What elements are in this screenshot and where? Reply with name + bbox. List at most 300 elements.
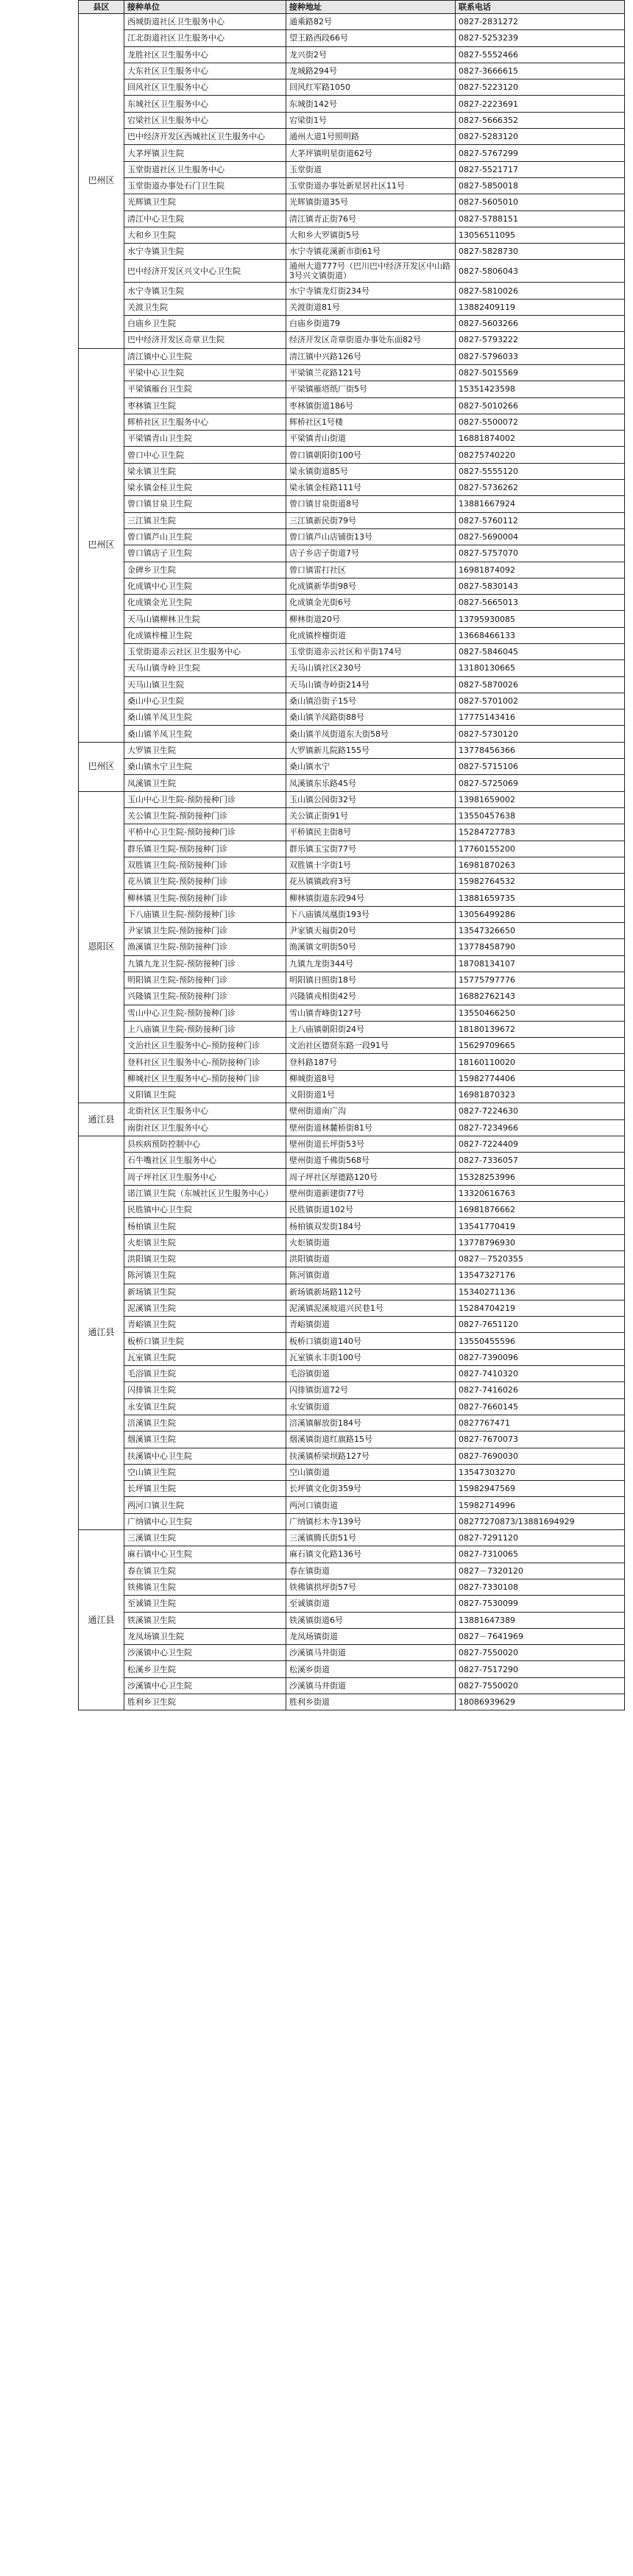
unit-cell: 瓦室镇卫生院 <box>124 1349 286 1365</box>
phone-cell: 13778458790 <box>456 939 625 955</box>
address-cell: 龙城路294号 <box>286 63 456 79</box>
table-row <box>79 414 625 430</box>
phone-cell: 13550455596 <box>456 1333 625 1349</box>
unit-cell: 玉堂街道办事处石门卫生院 <box>124 177 286 194</box>
phone-cell: 13778796930 <box>456 1234 625 1250</box>
address-cell: 上八庙镇朝阳街24号 <box>286 1021 456 1037</box>
unit-cell: 板桥口镇卫生院 <box>124 1333 286 1349</box>
table-body <box>79 14 625 1710</box>
table-row <box>79 1087 625 1103</box>
unit-cell: 凤溪镇卫生院 <box>124 775 286 791</box>
table-row <box>79 1070 625 1086</box>
phone-cell: 0827-5715106 <box>456 759 625 775</box>
address-cell: 下八庙镇凤凰街193号 <box>286 906 456 922</box>
table-row <box>79 1119 625 1136</box>
phone-cell: 15982947569 <box>456 1481 625 1497</box>
table-row <box>79 1284 625 1300</box>
address-cell: 闪排镇街道72号 <box>286 1382 456 1398</box>
phone-cell: 13882409119 <box>456 299 625 315</box>
address-cell: 广纳镇杉木寺139号 <box>286 1513 456 1529</box>
address-cell: 清江镇中兴路126号 <box>286 348 456 364</box>
phone-cell: 0827-5555120 <box>456 463 625 479</box>
table-row <box>79 63 625 79</box>
table-row <box>79 79 625 96</box>
phone-cell: 13547327176 <box>456 1267 625 1284</box>
table-row <box>79 1333 625 1349</box>
table-row <box>79 528 625 545</box>
phone-cell: 13056499286 <box>456 906 625 922</box>
address-cell: 松溪乡街道 <box>286 1661 456 1677</box>
unit-cell: 玉山中心卫生院-预防接种门诊 <box>124 791 286 807</box>
unit-cell: 玉堂街道赤云社区卫生服务中心 <box>124 643 286 659</box>
phone-cell: 0827-7390096 <box>456 1349 625 1365</box>
table-row <box>79 595 625 611</box>
address-cell: 天马山镇社区230号 <box>286 660 456 676</box>
address-cell: 春在镇街道 <box>286 1563 456 1579</box>
phone-cell: 0827-5015569 <box>456 364 625 381</box>
address-cell: 梁永镇金桂路111号 <box>286 480 456 496</box>
table-row <box>79 260 625 283</box>
unit-cell: 水宁寺镇卫生院 <box>124 244 286 260</box>
phone-cell: 0827-5500072 <box>456 414 625 430</box>
address-cell: 光辉镇街道35号 <box>286 194 456 210</box>
phone-cell: 13981659002 <box>456 791 625 807</box>
unit-cell: 桑山镇羊凤卫生院 <box>124 710 286 726</box>
address-cell: 火炬镇街道 <box>286 1234 456 1250</box>
table-row <box>79 397 625 414</box>
phone-cell: 0827-7530099 <box>456 1596 625 1612</box>
table-row <box>79 299 625 315</box>
unit-cell: 尹家镇卫生院-预防接种门诊 <box>124 923 286 939</box>
address-cell: 壁州街道林麓桥街81号 <box>286 1119 456 1136</box>
phone-cell: 0827-5736262 <box>456 480 625 496</box>
phone-cell: 13795930085 <box>456 611 625 627</box>
unit-cell: 空山镇卫生院 <box>124 1464 286 1480</box>
unit-cell: 大和乡卫生院 <box>124 227 286 243</box>
unit-cell: 关渡卫生院 <box>124 299 286 315</box>
unit-cell: 两河口镇卫生院 <box>124 1497 286 1513</box>
table-row <box>79 1415 625 1431</box>
unit-cell: 闪排镇卫生院 <box>124 1382 286 1398</box>
unit-cell: 明阳镇卫生院-预防接种门诊 <box>124 972 286 988</box>
address-cell: 平梁镇雁塔纸厂街5号 <box>286 381 456 397</box>
address-cell: 文治社区德贤东路一段91号 <box>286 1038 456 1054</box>
table-row <box>79 496 625 512</box>
table-row <box>79 1169 625 1185</box>
address-cell: 桑山镇羊凤街道东大街58号 <box>286 726 456 742</box>
table-header-row <box>79 1 625 14</box>
address-cell: 白庙乡街道79 <box>286 316 456 332</box>
unit-cell: 三江镇卫生院 <box>124 512 286 528</box>
table-row <box>79 742 625 758</box>
table-row <box>79 890 625 906</box>
address-cell: 板桥口镇街道140号 <box>286 1333 456 1349</box>
table-row <box>79 46 625 63</box>
address-cell: 水宁寺镇龙灯街234号 <box>286 283 456 299</box>
unit-cell: 化成镇中心卫生院 <box>124 578 286 594</box>
unit-cell: 沙溪镇中心卫生院 <box>124 1645 286 1661</box>
address-cell: 壁州街道千佛街568号 <box>286 1153 456 1169</box>
address-cell: 辉桥社区1号楼 <box>286 414 456 430</box>
address-cell: 尹家镇天福街20号 <box>286 923 456 939</box>
unit-cell: 平桥中心卫生院-预防接种门诊 <box>124 824 286 841</box>
phone-cell: 0827767471 <box>456 1415 625 1431</box>
table-row <box>79 939 625 955</box>
table-row <box>79 283 625 299</box>
phone-cell: 15629709665 <box>456 1038 625 1054</box>
header-county: 县区 <box>79 1 124 14</box>
unit-cell: 梁永镇金桂卫生院 <box>124 480 286 496</box>
address-cell: 铁佛镇拱坪街57号 <box>286 1579 456 1595</box>
table-row <box>79 874 625 890</box>
address-cell: 龙凤场镇街道 <box>286 1628 456 1644</box>
unit-cell: 洪阳镇卫生院 <box>124 1250 286 1267</box>
table-row <box>79 512 625 528</box>
unit-cell: 松溪乡卫生院 <box>124 1661 286 1677</box>
table-row <box>79 227 625 243</box>
table-row <box>79 676 625 693</box>
unit-cell: 天马山镇卫生院 <box>124 676 286 693</box>
county-cell: 巴州区 <box>79 14 124 349</box>
phone-cell: 0827-7310065 <box>456 1546 625 1563</box>
table-row <box>79 627 625 643</box>
phone-cell: 0827-7291120 <box>456 1530 625 1546</box>
phone-cell: 0827-5767299 <box>456 145 625 161</box>
address-cell: 瓦室镇永丰街100号 <box>286 1349 456 1365</box>
unit-cell: 巴中经济开发区兴文中心卫生院 <box>124 260 286 283</box>
unit-cell: 广纳镇中心卫生院 <box>124 1513 286 1529</box>
unit-cell: 义阳镇卫生院 <box>124 1087 286 1103</box>
table-row <box>79 1382 625 1398</box>
table-row <box>79 129 625 145</box>
county-cell: 巴州区 <box>79 348 124 742</box>
phone-cell: 0827-7410320 <box>456 1366 625 1382</box>
table-row <box>79 1677 625 1694</box>
unit-cell: 天马山镇柳林卫生院 <box>124 611 286 627</box>
unit-cell: 花丛镇卫生院-预防接种门诊 <box>124 874 286 890</box>
phone-cell: 0827-5223120 <box>456 79 625 96</box>
phone-cell: 17760155200 <box>456 841 625 857</box>
phone-cell: 15340271136 <box>456 1284 625 1300</box>
unit-cell: 沙溪镇中心卫生院 <box>124 1677 286 1694</box>
address-cell: 两河口镇街道 <box>286 1497 456 1513</box>
table-row <box>79 1300 625 1316</box>
unit-cell: 火炬镇卫生院 <box>124 1234 286 1250</box>
unit-cell: 柳城社区卫生服务中心-预防接种门诊 <box>124 1070 286 1086</box>
address-cell: 涪溪镇解放街184号 <box>286 1415 456 1431</box>
unit-cell: 天马山镇寺岭卫生院 <box>124 660 286 676</box>
phone-cell: 0827－7641969 <box>456 1628 625 1644</box>
phone-cell: 0827-3666615 <box>456 63 625 79</box>
table-row <box>79 244 625 260</box>
phone-cell: 13881667924 <box>456 496 625 512</box>
address-cell: 通州大道777号（巴川巴中经济开发区中山路3号兴文镇街道） <box>286 260 456 283</box>
table-row <box>79 1661 625 1677</box>
phone-cell: 13881647389 <box>456 1612 625 1628</box>
unit-cell: 县疾病预防控制中心 <box>124 1136 286 1152</box>
table-row <box>79 807 625 824</box>
table-row <box>79 1202 625 1218</box>
county-cell: 巴州区 <box>79 742 124 791</box>
table-row <box>79 1432 625 1448</box>
address-cell: 杨柏镇双发街184号 <box>286 1218 456 1234</box>
phone-cell: 0827-5730120 <box>456 726 625 742</box>
unit-cell: 文治社区卫生服务中心-预防接种门诊 <box>124 1038 286 1054</box>
phone-cell: 0827-2223691 <box>456 96 625 112</box>
phone-cell: 18160110020 <box>456 1054 625 1070</box>
address-cell: 化成镇金光街6号 <box>286 595 456 611</box>
address-cell: 凤溪镇东乐路45号 <box>286 775 456 791</box>
phone-cell: 0827-7550020 <box>456 1645 625 1661</box>
unit-cell: 涪溪镇卫生院 <box>124 1415 286 1431</box>
unit-cell: 诺江镇卫生院（东城社区卫生服务中心） <box>124 1185 286 1201</box>
phone-cell: 18708134107 <box>456 955 625 972</box>
phone-cell: 0827-7234966 <box>456 1119 625 1136</box>
phone-cell: 16882762143 <box>456 988 625 1005</box>
phone-cell: 0827-5793222 <box>456 332 625 348</box>
address-cell: 天马山镇寺岭街214号 <box>286 676 456 693</box>
table-row <box>79 145 625 161</box>
address-cell: 沙溪镇马井街道 <box>286 1645 456 1661</box>
phone-cell: 0827-7416026 <box>456 1382 625 1398</box>
unit-cell: 水宁寺镇卫生院 <box>124 283 286 299</box>
phone-cell: 0827-5846045 <box>456 643 625 659</box>
unit-cell: 曾口镇店子卫生院 <box>124 545 286 562</box>
address-cell: 玉堂街道赤云社区和平街174号 <box>286 643 456 659</box>
address-cell: 玉山镇公园街32号 <box>286 791 456 807</box>
unit-cell: 化成镇梓橦卫生院 <box>124 627 286 643</box>
address-cell: 梁永镇街道85号 <box>286 463 456 479</box>
phone-cell: 13547326650 <box>456 923 625 939</box>
unit-cell: 永安镇卫生院 <box>124 1398 286 1415</box>
table-row <box>79 332 625 348</box>
unit-cell: 关公镇卫生院-预防接种门诊 <box>124 807 286 824</box>
table-row <box>79 759 625 775</box>
phone-cell: 15982774406 <box>456 1070 625 1086</box>
table-row <box>79 857 625 873</box>
address-cell: 关公镇正街91号 <box>286 807 456 824</box>
phone-cell: 0827-5283120 <box>456 129 625 145</box>
table-row <box>79 988 625 1005</box>
table-row <box>79 112 625 128</box>
unit-cell: 大茅坪镇卫生院 <box>124 145 286 161</box>
unit-cell: 陈河镇卫生院 <box>124 1267 286 1284</box>
address-cell: 兴隆镇戎相街42号 <box>286 988 456 1005</box>
address-cell: 花丛镇镇政府3号 <box>286 874 456 890</box>
unit-cell: 桑山中心卫生院 <box>124 693 286 709</box>
table-row <box>79 1628 625 1644</box>
phone-cell: 0827-7517290 <box>456 1661 625 1677</box>
phone-cell: 0827-5806043 <box>456 260 625 283</box>
table-row <box>79 1579 625 1595</box>
address-cell: 义阳街道1号 <box>286 1087 456 1103</box>
phone-cell: 0827-5010266 <box>456 397 625 414</box>
unit-cell: 曾口镇芦山卫生院 <box>124 528 286 545</box>
table-row <box>79 643 625 659</box>
address-cell: 通州大道1号照明路 <box>286 129 456 145</box>
table-row <box>79 1464 625 1480</box>
table-row <box>79 1694 625 1710</box>
table-row <box>79 447 625 463</box>
unit-cell: 平梁镇青山卫生院 <box>124 431 286 447</box>
phone-cell: 0827-5701002 <box>456 693 625 709</box>
county-cell: 恩阳区 <box>79 791 124 1103</box>
address-cell: 渔溪镇文明街50号 <box>286 939 456 955</box>
address-cell: 三溪镇腾氏街51号 <box>286 1530 456 1546</box>
unit-cell: 群乐镇卫生院-预防接种门诊 <box>124 841 286 857</box>
unit-cell: 三溪镇卫生院 <box>124 1530 286 1546</box>
table-row <box>79 562 625 578</box>
unit-cell: 曾口镇甘泉卫生院 <box>124 496 286 512</box>
table-row <box>79 1546 625 1563</box>
address-cell: 扶溪镇桥梁坝路127号 <box>286 1448 456 1464</box>
phone-cell: 15982764532 <box>456 874 625 890</box>
phone-cell: 15328253996 <box>456 1169 625 1185</box>
address-cell: 龙兴街2号 <box>286 46 456 63</box>
phone-cell: 0827-7224630 <box>456 1103 625 1119</box>
phone-cell: 13550466250 <box>456 1005 625 1021</box>
unit-cell: 铁佛镇卫生院 <box>124 1579 286 1595</box>
address-cell: 长坪镇文化街359号 <box>286 1481 456 1497</box>
table-row <box>79 841 625 857</box>
unit-cell: 上八庙镇卫生院-预防接种门诊 <box>124 1021 286 1037</box>
table-row <box>79 824 625 841</box>
address-cell: 经济开发区奇章街道办事处东面82号 <box>286 332 456 348</box>
header-phone: 联系电话 <box>456 1 625 14</box>
unit-cell: 桑山镇水宁卫生院 <box>124 759 286 775</box>
address-cell: 大茅坪镇明星街道62号 <box>286 145 456 161</box>
address-cell: 永安镇街道 <box>286 1398 456 1415</box>
phone-cell: 16981870263 <box>456 857 625 873</box>
address-cell: 毛浴镇街道 <box>286 1366 456 1382</box>
address-cell: 壁州街道长坪街53号 <box>286 1136 456 1152</box>
unit-cell: 东城社区卫生服务中心 <box>124 96 286 112</box>
unit-cell: 桑山镇羊凤卫生院 <box>124 726 286 742</box>
phone-cell: 16981876662 <box>456 1202 625 1218</box>
address-cell: 水宁寺镇花溪新市街61号 <box>286 244 456 260</box>
phone-cell: 18180139672 <box>456 1021 625 1037</box>
address-cell: 双胜镇十字街1号 <box>286 857 456 873</box>
phone-cell: 15351423598 <box>456 381 625 397</box>
unit-cell: 辉桥社区卫生服务中心 <box>124 414 286 430</box>
phone-cell: 13180130665 <box>456 660 625 676</box>
table-row <box>79 14 625 30</box>
table-row <box>79 1317 625 1333</box>
table-row <box>79 348 625 364</box>
unit-cell: 回风社区卫生服务中心 <box>124 79 286 96</box>
address-cell: 曾口镇甘泉街道8号 <box>286 496 456 512</box>
table-row <box>79 1349 625 1365</box>
address-cell: 玉堂街道 <box>286 161 456 177</box>
phone-cell: 0827-5870026 <box>456 676 625 693</box>
unit-cell: 金碑乡卫生院 <box>124 562 286 578</box>
phone-cell: 13550457638 <box>456 807 625 824</box>
address-cell: 清江镇青正街76号 <box>286 210 456 227</box>
table-row <box>79 1153 625 1169</box>
table-row <box>79 1448 625 1464</box>
phone-cell: 13881659735 <box>456 890 625 906</box>
address-cell: 群乐镇玉宝街77号 <box>286 841 456 857</box>
unit-cell: 铁溪镇卫生院 <box>124 1612 286 1628</box>
table-row <box>79 791 625 807</box>
unit-cell: 杨柏镇卫生院 <box>124 1218 286 1234</box>
table-row <box>79 1612 625 1628</box>
phone-cell: 0827-5796033 <box>456 348 625 364</box>
unit-cell: 西城街道社区卫生服务中心 <box>124 14 286 30</box>
unit-cell: 清江中心卫生院 <box>124 210 286 227</box>
table-row <box>79 1136 625 1152</box>
header-address: 接种地址 <box>286 1 456 14</box>
phone-cell: 08277270873/13881694929 <box>456 1513 625 1529</box>
phone-cell: 13056511095 <box>456 227 625 243</box>
table-row <box>79 972 625 988</box>
unit-cell: 清江镇中心卫生院 <box>124 348 286 364</box>
phone-cell: 0827-7690030 <box>456 1448 625 1464</box>
unit-cell: 胜利乡卫生院 <box>124 1694 286 1710</box>
phone-cell: 0827-5603266 <box>456 316 625 332</box>
table-row <box>79 1481 625 1497</box>
phone-cell: 0827-2831272 <box>456 14 625 30</box>
table-row <box>79 316 625 332</box>
table-row <box>79 30 625 46</box>
county-cell: 通江县 <box>79 1530 124 1710</box>
address-cell: 三江镇新民街79号 <box>286 512 456 528</box>
unit-cell: 九镇九龙卫生院-预防接种门诊 <box>124 955 286 972</box>
table-row <box>79 431 625 447</box>
phone-cell: 17775143416 <box>456 710 625 726</box>
address-cell: 壁州街道新建街77号 <box>286 1185 456 1201</box>
phone-cell: 13547303270 <box>456 1464 625 1480</box>
address-cell: 柳林镇街道东段94号 <box>286 890 456 906</box>
table-row <box>79 1005 625 1021</box>
phone-cell: 0827-5666352 <box>456 112 625 128</box>
address-cell: 平桥镇民主街8号 <box>286 824 456 841</box>
phone-cell: 0827-7336057 <box>456 1153 625 1169</box>
unit-cell: 曾口中心卫生院 <box>124 447 286 463</box>
unit-cell: 长坪镇卫生院 <box>124 1481 286 1497</box>
table-row <box>79 923 625 939</box>
address-cell: 新场镇新场路112号 <box>286 1284 456 1300</box>
unit-cell: 平梁中心卫生院 <box>124 364 286 381</box>
address-cell: 沙溪镇马井街道 <box>286 1677 456 1694</box>
phone-cell: 0827-5521717 <box>456 161 625 177</box>
vaccination-site-table <box>78 0 625 1710</box>
unit-cell: 龙胜社区卫生服务中心 <box>124 46 286 63</box>
unit-cell: 扶溪镇中心卫生院 <box>124 1448 286 1464</box>
address-cell: 胜利乡街道 <box>286 1694 456 1710</box>
address-cell: 玉堂街道办事处新星居社区11号 <box>286 177 456 194</box>
address-cell: 化成镇梓橦街道 <box>286 627 456 643</box>
phone-cell: 16881874002 <box>456 431 625 447</box>
table-row <box>79 1185 625 1201</box>
unit-cell: 枣林镇卫生院 <box>124 397 286 414</box>
unit-cell: 化成镇金光卫生院 <box>124 595 286 611</box>
header-unit: 接种单位 <box>124 1 286 14</box>
table-row <box>79 1234 625 1250</box>
unit-cell: 双胜镇卫生院-预防接种门诊 <box>124 857 286 873</box>
unit-cell: 兴隆镇卫生院-预防接种门诊 <box>124 988 286 1005</box>
address-cell: 桑山镇沿街子15号 <box>286 693 456 709</box>
phone-cell: 15284727783 <box>456 824 625 841</box>
unit-cell: 渔溪镇卫生院-预防接种门诊 <box>124 939 286 955</box>
phone-cell: 0827-5850018 <box>456 177 625 194</box>
unit-cell: 大东社区卫生服务中心 <box>124 63 286 79</box>
address-cell: 桑山镇水宁 <box>286 759 456 775</box>
table-row <box>79 1497 625 1513</box>
unit-cell: 平梁镇雁台卫生院 <box>124 381 286 397</box>
phone-cell: 16981874092 <box>456 562 625 578</box>
address-cell: 大罗镇新儿院路155号 <box>286 742 456 758</box>
